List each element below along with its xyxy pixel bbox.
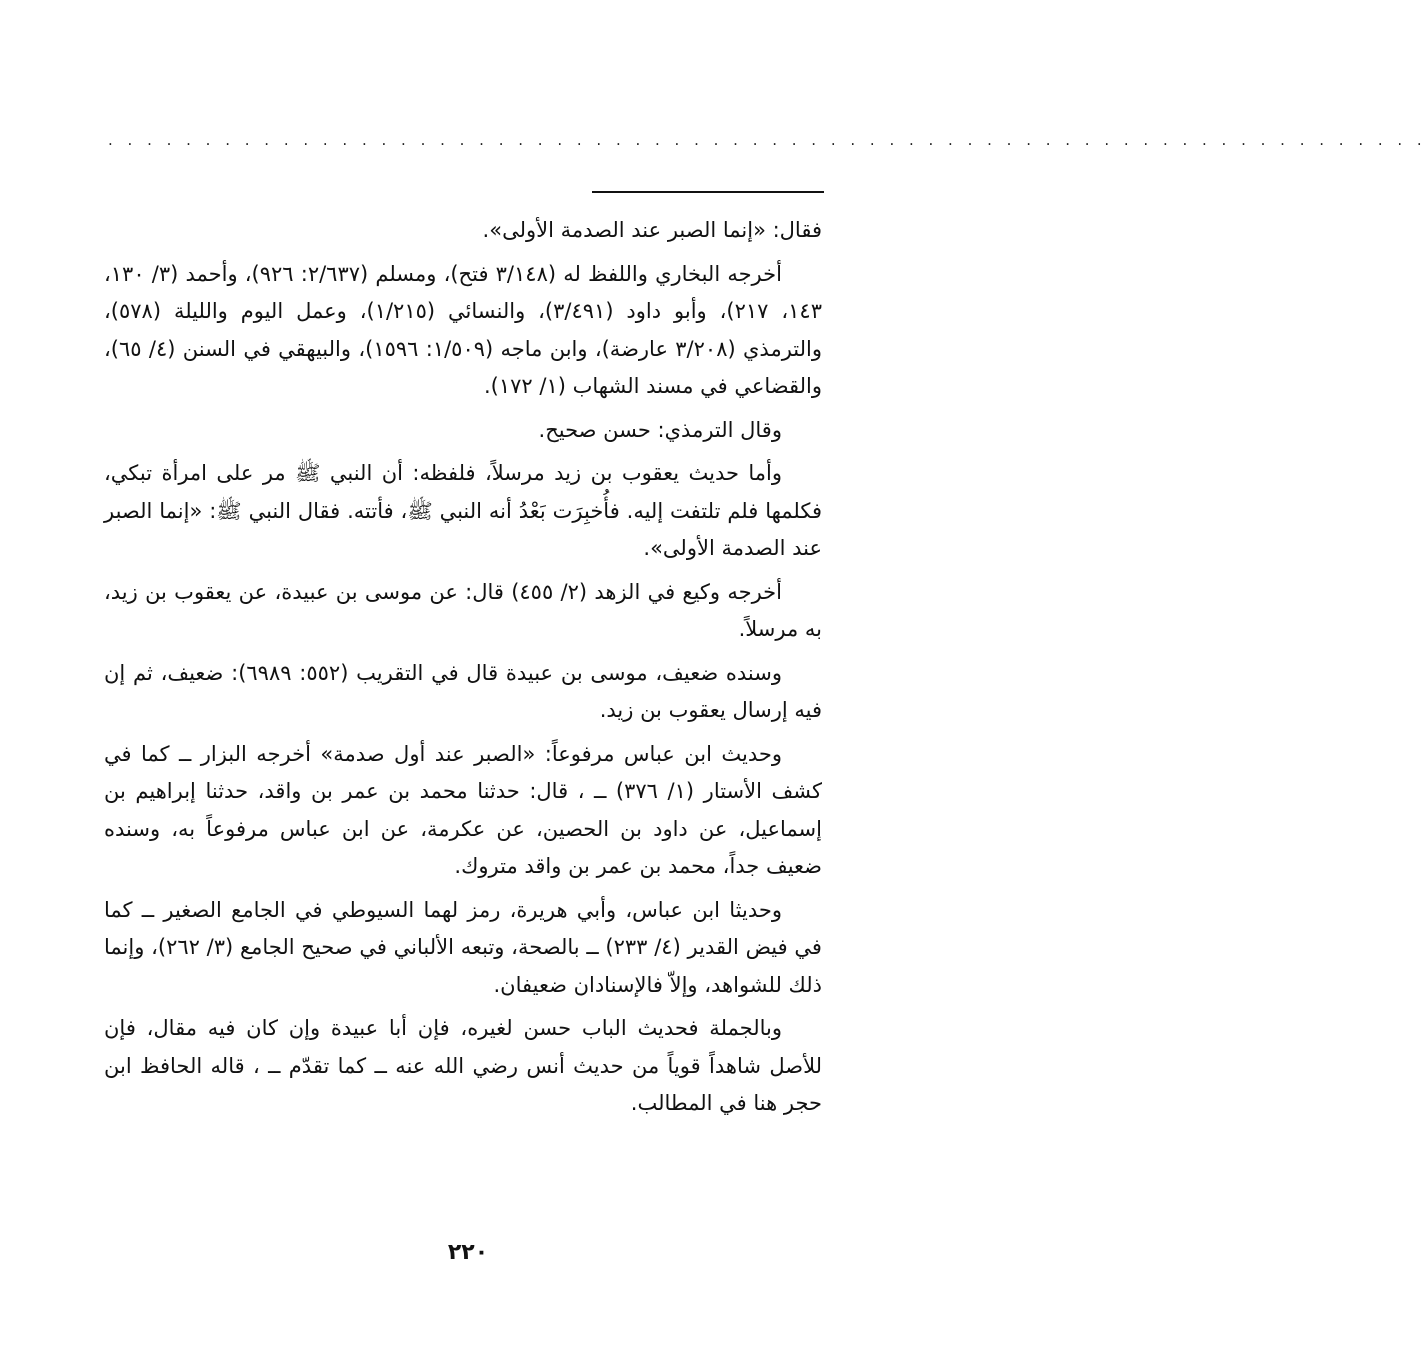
paragraph: أخرجه البخاري واللفظ له (٣/١٤٨ فتح)، ومسلم (٢/٦٣٧: ٩٢٦)، وأحمد (٣/ ١٣٠، ١٤٣، ٢١٧)، وأبو داود (٣/٤٩١)، والنسائي (١/٢١٥)، وعمل اليوم والليلة (٥٧٨)، والترمذي (٣/٢٠٨ عارضة)، وابن ماجه (١/٥٠٩: ١٥٩٦)، والبيهقي في السنن (٤/ ٦٥)، والقضاعي في مسند الشهاب (١/ ١٧٢).: [104, 261, 822, 398]
page-number: ٢٢٠: [447, 1240, 489, 1265]
paragraph: وأما حديث يعقوب بن زيد مرسلاً، فلفظه: أن النبي ﷺ مر على امرأة تبكي، فكلمها فلم تلتفت إليه. فأُخبِرَت بَعْدُ أنه النبي ﷺ، فأتته. فقال النبي ﷺ: «إنما الصبر عند الصدمة الأولى».: [104, 461, 822, 560]
paragraph: أخرجه وكيع في الزهد (٢/ ٤٥٥) قال: عن موسى بن عبيدة، عن يعقوب بن زيد، به مرسلاً.: [104, 579, 822, 641]
paragraph: وسنده ضعيف، موسى بن عبيدة قال في التقريب (٥٥٢: ٦٩٨٩): ضعيف، ثم إن فيه إرسال يعقوب بن زيد.: [104, 660, 822, 722]
footnote-rule: [592, 191, 824, 193]
page-body: [104, 212, 822, 1129]
paragraph: وحديثا ابن عباس، وأبي هريرة، رمز لهما السيوطي في الجامع الصغير ــ كما في فيض القدير (٤/ ٢٣٣) ــ بالصحة، وتبعه الألباني في صحيح الجامع (٣/ ٢٦٢)، وإنما ذلك للشواهد، وإلاّ فالإسنادان ضعيفان.: [104, 897, 822, 997]
paragraph: فقال: «إنما الصبر عند الصدمة الأولى».: [482, 218, 822, 242]
paragraph: وبالجملة فحديث الباب حسن لغيره، فإن أبا عبيدة وإن كان فيه مقال، فإن للأصل شاهداً قوياً من حديث أنس رضي الله عنه ــ كما تقدّم ــ ، قاله الحافظ ابن حجر هنا في المطالب.: [104, 1016, 822, 1115]
dotted-separator: . . . . . . . . . . . . . . . . . . . . . . . . . . . . . . . . . . . . . . . . . . . . . . . . . . . . . . . . . . . . . . . . . . . .: [108, 131, 1427, 149]
paragraph: وقال الترمذي: حسن صحيح.: [538, 417, 782, 442]
paragraph: وحديث ابن عباس مرفوعاً: «الصبر عند أول صدمة» أخرجه البزار ــ كما في كشف الأستار (١/ ٣٧٦) ــ ، قال: حدثنا محمد بن عمر بن واقد، حدثنا إبراهيم بن إسماعيل، عن داود بن الحصين، عن عكرمة، عن ابن عباس مرفوعاً به، وسنده ضعيف جداً، محمد بن عمر بن واقد متروك.: [104, 741, 822, 878]
